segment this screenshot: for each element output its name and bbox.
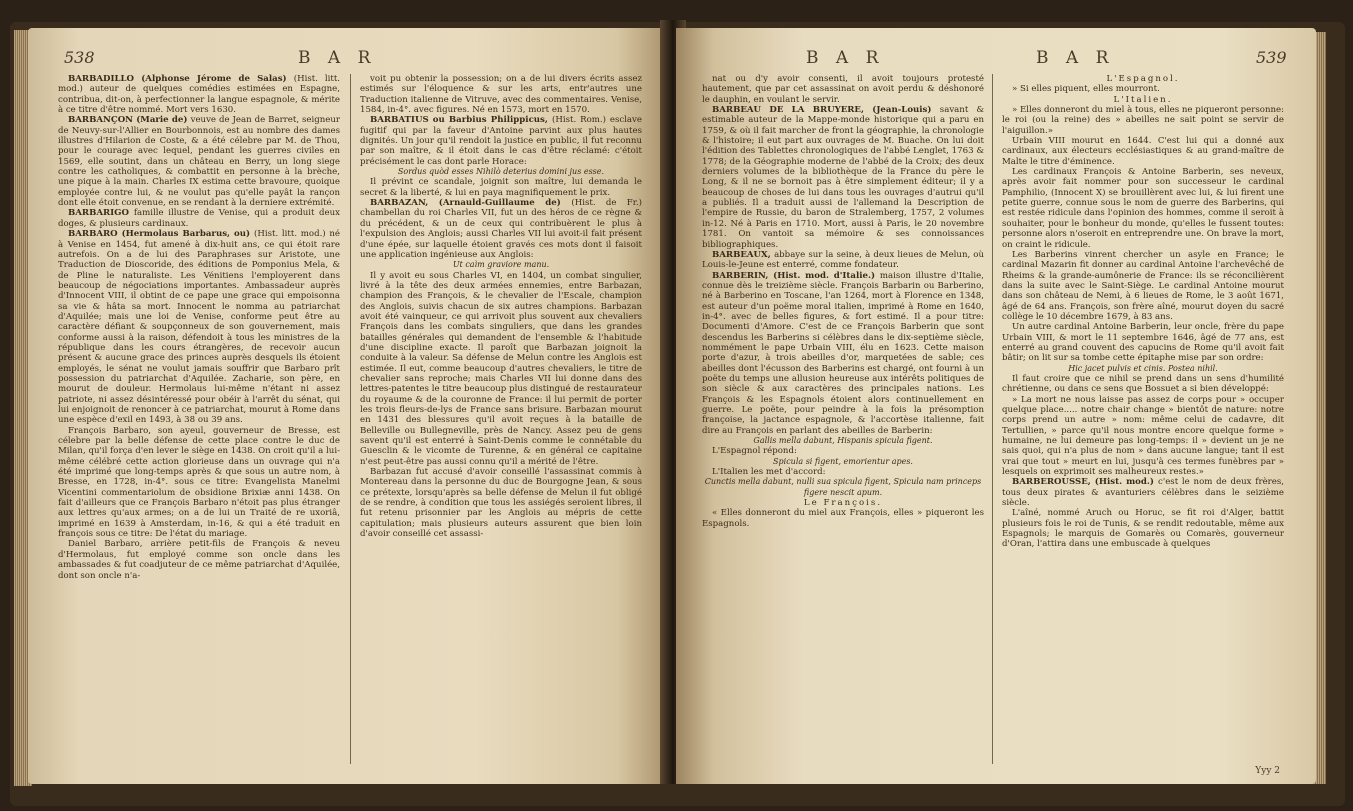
dictionary-entry	[1002, 250, 1284, 322]
entry-headword: BARBANÇON (Marie de)	[68, 115, 191, 126]
speaker-heading: L'Espagnol.	[1106, 74, 1180, 84]
entry-text: Il faut croire que ce nihil se prend dans un sens d'humilité chrétienne, ou dans ce sens que Bossuet a si bien développé:	[1002, 373, 1284, 395]
entry-headword: BARBERIN, (Hist. mod. d'Italie.)	[712, 270, 880, 281]
left-page	[28, 28, 668, 784]
entry-headword: BARBARO (Hermolaus Barbarus, ou)	[68, 229, 255, 240]
dictionary-entry	[58, 229, 340, 426]
latin-quote: Sordus quòd esses Nihilò deterius domini jus esse.	[397, 167, 605, 177]
speaker-heading: L'Italien.	[1113, 94, 1173, 105]
dictionary-entry	[702, 271, 984, 437]
latin-quote: Gallis mella dabunt, Hispanis spicula figent.	[753, 436, 933, 446]
entry-text: Il prévint ce scandale, joignit son maître, lui demanda le secret & la liberté, & lui en paya magnifiquement le prix.	[360, 177, 642, 198]
entry-text: Les cardinaux François & Antoine Barberin, ses neveux, après avoir fait nommer pour son successeur le cardinal Pamphilio, (Innocent X) se brouillèrent avec lui, & lui firent une petite guerre, connue sous le nom de guerre des Barberins, qui est restée ridicule dans l'opinion des hommes, comme il seroit à souhaiter, pour le bonheur du monde, qu'elles le fussent toutes: personne alors n'oseroit en entreprendre une. On brave la mort, on craint le ridicule.	[1002, 167, 1284, 250]
entry-headword: BARBATIUS ou Barbius Philippicus,	[370, 115, 553, 126]
latin-quote: Ut caìm graviore manu.	[452, 260, 550, 270]
latin-quote: Cunctis mella dabunt, nulli sua spicula figent, Spicula nam princeps figere nescit apum.	[704, 477, 982, 497]
entry-headword: BARBEROUSSE, (Hist. mod.)	[1012, 477, 1159, 488]
dictionary-entry	[702, 250, 984, 271]
dictionary-entry	[360, 74, 642, 115]
dictionary-entry	[702, 467, 984, 477]
entry-text: Urbain VIII mourut en 1644. C'est lui qui a donné aux cardinaux, aux électeurs ecclésiastiques & au grand-maître de Malte le titre d'éminence.	[1002, 136, 1284, 167]
right-column-2	[1002, 74, 1284, 774]
dictionary-entry	[1002, 508, 1284, 549]
entry-text: famille illustre de Venise, qui a produit deux doges, & plusieurs cardinaux.	[58, 208, 340, 229]
entry-headword: BARBADILLO (Alphonse Jérome de Salas)	[68, 74, 294, 84]
column-rule	[992, 74, 993, 764]
dictionary-entry	[360, 198, 642, 260]
dictionary-entry	[702, 74, 984, 105]
left-column-2	[360, 74, 642, 774]
entry-text: abbaye sur la seine, à deux lieues de Melun, où Louis-le-Jeune est enterré, comme fondateur.	[702, 249, 984, 271]
entry-text: maison illustre d'Italie, connue dès le treizième siècle. François Barbarin ou Barberino, né à Barberino en Toscane, l'an 1264, mort à Florence en 1348, est auteur d'un poëme moral italien, imprimé à Rome en 1640, in-4°. avec de belles figures, & fort estimé. Il a pour titre: Documenti d'Amore. C'est de ce François Barberin que sont descendus les Barberins si célèbres dans le dix-septième siècle, nommément le pape Urbain VIII, élu en 1623. Cette maison porte d'azur, à trois abeilles d'or, marquetées de sable; ces abeilles dont l'écusson des Barberins est chargé, ont fourni à un poëte du temps une allusion heureuse aux intérêts politiques de son siècle & aux caractères des principales nations. Les François & les Espagnols étoient alors continuellement en guerre. Le poëte, pour peindre à la fois la présomption françoise, la jactance espagnole, & l'accortèse italienne, fait dire au François en parlant des abeilles de Barberin:	[702, 270, 984, 436]
dictionary-entry	[360, 115, 642, 167]
page-number: 538	[64, 48, 95, 67]
dictionary-entry	[58, 74, 340, 115]
dictionary-entry	[360, 271, 642, 468]
entry-text: (Hist. Rom.) esclave fugitif qui par la faveur d'Antoine parvint aux plus hautes dignités. Un jour qu'il rendoit la justice en public, il fut reconnu par son maître, & il étoit dans le cas d'être réclamé: c'étoit précisément le cas dont parle Horace:	[360, 115, 642, 167]
dictionary-entry	[1002, 105, 1284, 136]
entry-text: L'aîné, nommé Aruch ou Horuc, se fit roi d'Alger, battit plusieurs fois le roi de Tunis, & se rendit redoutable, même aux Espagnols; le marquis de Gomarès ou Comarès, gouverneur d'Oran, l'attira dans une embuscade à quelques	[1002, 508, 1284, 550]
speaker-heading: Le François.	[803, 498, 883, 509]
entry-text: François Barbaro, son ayeul, gouverneur de Bresse, est célebre par la belle défense de cette place contre le duc de Milan, qu'il força d'en lever le siège en 1438. On croit qu'il a lui-même célébré cette action glorieuse dans un ouvrage qui n'a été imprimé que long-temps après & que sous un autre nom, à Bresse, en 1728, in-4°. sous ce titre: Evangelista Manelmi Vicentini commentariolum de obsidione Brixiæ anni 1438. On fait d'ailleurs que ce François Barbaro n'étoit pas plus étranger aux lettres qu'aux armes; on a de lui un Traité de re uxoriâ, imprimé en 1639 à Amsterdam, in-16, & qui a été traduit en françois sous ce titre: De l'état du mariage.	[58, 425, 340, 540]
signature-mark: Yyy 2	[1255, 766, 1280, 776]
dictionary-entry	[58, 426, 340, 540]
entry-text: Les Barberins vinrent chercher un asyle en France; le cardinal Mazarin fit donner au cardinal Antoine l'archevêché de Rheims & la grande-aumônerie de France: ils se réconcilièrent dans la suite avec le Saint-Siège. Le cardinal Antoine mourut dans son château de Nemi, à 6 lieues de Rome, le 3 août 1671, âgé de 64 ans. François, son frère aîné, mourut doyen du sacré collège le 10 décembre 1679, à 83 ans.	[1002, 249, 1284, 322]
entry-text: (Hist. de Fr.) chambellan du roi Charles VII, fut un des héros de ce règne & du précédent, & un de ceux qui contribuèrent le plus à l'expulsion des Anglois; aussi Charles VII lui avoit-il fait présent d'une épée, sur laquelle étoient gravés ces mots dont il faisoit une application ingénieuse aux Anglois:	[360, 198, 642, 260]
entry-text: Daniel Barbaro, arrière petit-fils de François & neveu d'Hermolaus, fut employé comme son oncle dans les ambassades & fut coadjuteur de ce même patriarchat d'Aquilée, dont son oncle n'a-	[58, 539, 340, 581]
dictionary-entry	[360, 177, 642, 198]
entry-text: « Elles donneront du miel aux François, elles » piqueront les Espagnols.	[702, 508, 984, 529]
left-column-1	[58, 74, 340, 774]
entry-text: Un autre cardinal Antoine Barberin, leur oncle, frère du pape Urbain VIII, & mort le 11 septembre 1646, âgé de 77 ans, est enterré au grand couvent des capucins de Rome qu'il avoit fait bâtir; on lit sur sa tombe cette épitaphe mise par son ordre:	[1002, 322, 1284, 364]
right-page	[676, 28, 1316, 784]
dictionary-entry	[1002, 322, 1284, 363]
dictionary-entry	[1002, 395, 1284, 478]
dictionary-entry	[1002, 84, 1284, 94]
dictionary-entry	[58, 208, 340, 229]
latin-quote: Spicula si figent, emorientur apes.	[773, 456, 913, 466]
entry-text: » La mort ne nous laisse pas assez de corps pour » occuper quelque place..... notre chair change » bientôt de nature: notre corps prend un autre » nom: même celui de cadavre, dit Tertullien, » parce qu'il nous montre encore quelque forme » humaine, ne lui demeure pas long-temps: il » devient un je ne sais quoi, qui n'a plus de nom » dans aucune langue; tant il est vrai que tout » meurt en lui, jusqu'à ces termes funèbres par » lesquels on exprimoit ses malheureux restes.»	[1002, 394, 1284, 478]
dictionary-entry	[702, 446, 984, 456]
entry-headword: BARBARIGO	[68, 208, 134, 219]
dictionary-entry	[1002, 374, 1284, 395]
entry-text: L'Italien les met d'accord:	[712, 467, 826, 478]
page-number: 539	[1256, 48, 1287, 67]
entry-text: » Si elles piquent, elles mourront.	[1012, 84, 1160, 95]
entry-headword: BARBAZAN, (Arnauld-Guillaume de)	[370, 198, 572, 209]
right-column-1	[702, 74, 984, 774]
running-head: B A R	[806, 48, 885, 68]
dictionary-entry	[1002, 477, 1284, 508]
entry-text: nat ou d'y avoir consenti, il avoit toujours protesté hautement, que par cet assassinat on avoit perdu & déshonoré le dauphin, en voulant le servir.	[702, 74, 984, 105]
dictionary-entry	[702, 105, 984, 250]
entry-text: Barbazan fut accusé d'avoir conseillé l'assassinat commis à Montereau dans la personne du duc de Bourgogne Jean, & sous ce prétexte, lorsqu'après sa belle défense de Melun il fut obligé de se rendre, à condition que tous les assiégés seroient libres, il fut retenu prisonnier par les Anglois au mépris de cette capitulation; mais plusieurs auteurs assurent que bien loin d'avoir conseillé cet assassi-	[360, 467, 642, 540]
entry-text: veuve de Jean de Barret, seigneur de Neuvy-sur-l'Allier en Bourbonnois, est au nombre des dames illustres d'Hilarion de Coste, & a été célebre par M. de Thou, pour le courage avec lequel, pendant les guerres civiles en 1569, elle soutint, dans un château en Berry, un long siege contre les catholiques, & combattit en personne à la brèche, une pique à la main. Charles IX estima cette bravoure, quoique employée contre lui, & ne voulut pas qu'elle payât la rançon dont elle étoit convenue, en se rendant à la derniere extrémité.	[58, 115, 340, 209]
entry-text: (Hist. litt. mod.) né à Venise en 1454, fut amené à dix-huit ans, ce qui étoit rare autrefois. On a de lui des Paraphrases sur Aristote, une Traduction de Dioscoride, des éditions de Pomponius Mela, & de Pline le naturaliste. Les Vénitiens l'employerent dans beaucoup de négociations importantes. Ambassadeur auprès d'Innocent VIII, il obtint de ce pape une grace qui empoisonna sa vie & hâta sa mort. Innocent le nomma au patriarchat d'Aquilée; mais une loi de Venise, conforme peut être au caractère défiant & soupçonneux de son gouvernement, mais conforme aussi à la raison, défendoit à tous les ministres de la république dans les cours étrangères, de recevoir aucun présent & aucune grace des princes auprès desquels ils étoient employés, le sénat ne voulut jamais souffrir que Barbaro prît possession du patriarchat d'Aquilée. Zacharie, son père, en mourut de douleur. Hermolaus lui-même n'étant ni assez patriote, ni assez désintéressé pour obéir à l'arrêt du sénat, qui lui enjoignoit de renoncer à ce patriarchat, mourut à Rome dans une espèce d'exil en 1493, à 38 ou 39 ans.	[58, 229, 340, 426]
column-rule	[350, 74, 351, 764]
dictionary-entry	[1002, 167, 1284, 250]
entry-headword: BARBEAU DE LA BRUYERE, (Jean-Louis)	[712, 105, 940, 116]
dictionary-entry	[58, 115, 340, 208]
latin-quote: Hic jacet pulvis et cinis. Postea nihil.	[1068, 363, 1218, 373]
entry-text: voit pu obtenir la possession; on a de lui divers écrits assez estimés sur l'éloquence & sur les arts, entr'autres une Traduction italienne de Vitruve, avec des commentaires. Venise, 1584, in-4°. avec figures. Né en 1573, mort en 1570.	[360, 74, 642, 116]
dictionary-entry	[702, 508, 984, 529]
entry-text: Il y avoit eu sous Charles VI, en 1404, un combat singulier, livré à la tête des deux armées ennemies, entre Barbazan, champion des François, & le chevalier de l'Escale, champion des Anglois, suivis chacun de six autres champions. Barbazan avoit été vainqueur, ce qui arrivoit plus souvent aux chevaliers François dans les combats singuliers, que dans les grandes batailles générales qui demandent de l'ensemble & l'habitude d'une discipline exacte. Il paroît que Barbazan joignoit la conduite à la valeur. Sa défense de Melun contre les Anglois est estimée. Il eut, comme beaucoup d'autres chevaliers, le titre de chevalier sans reproche; mais Charles VII lui donne dans des lettres-patentes le titre beaucoup plus distingué de restaurateur du royaume & de la couronne de France: il lui permit de porter les trois fleurs-de-lys de France sans brisure. Barbazan mourut en 1431 des blessures qu'il avoit reçues à la bataille de Belleville ou Bullegneville, près de Nancy. Assez peu de gens savent qu'il est enterré à Saint-Denis comme le connétable du Guesclin & le vicomte de Turenne, & en général ce capitaine n'est peut-être pas aussi connu qu'il a mérité de l'être.	[360, 270, 642, 467]
entry-headword: BARBEAUX,	[712, 249, 775, 260]
running-head: B A R	[298, 48, 377, 68]
dictionary-entry	[1002, 136, 1284, 167]
entry-text: L'Espagnol répond:	[712, 446, 797, 457]
entry-text: c'est le nom de deux frères, tous deux pirates & avanturiers célèbres dans le seizième siècle.	[1002, 477, 1284, 509]
dictionary-entry	[360, 467, 642, 539]
entry-text: savant & estimable auteur de la Mappe-monde historique qui a paru en 1759, & où il fait marcher de front la géographie, la chronologie & l'histoire; il eut part aux ouvrages de M. Buache. On lui doit l'édition des Tablettes chronologiques de l'abbé Lenglet, 1763 & 1778; de la Géographie moderne de l'abbé de la Croix; des deux derniers volumes de la bibliothèque de la France du père le Long, & il ne se bornoit pas à être simplement éditeur; il y a beaucoup de choses de lui dans tous les ouvrages d'autrui qu'il a publiés. Il a traduit aussi de l'allemand la Description de l'empire de Russie, du baron de Stralemberg, 1757, 2 volumes in-12. Né à Paris en 1710. Mort, aussi à Paris, le 20 novembre 1781. On vantoit sa mémoire & ses connoissances bibliographiques.	[702, 105, 984, 250]
running-head-2: B A R	[1036, 48, 1115, 68]
entry-text: (Hist. litt. mod.) auteur de quelques comédies estimées en Espagne, contribua, dit-on, à perfectionner la langue espagnole, & mérite à ce titre d'être nommé. Mort vers 1630.	[58, 74, 340, 116]
entry-text: » Elles donneront du miel à tous, elles ne piqueront personne: le roi (ou la reine) des » abeilles ne sait point se servir de l'aiguillon.»	[1002, 105, 1284, 136]
dictionary-entry	[58, 539, 340, 580]
